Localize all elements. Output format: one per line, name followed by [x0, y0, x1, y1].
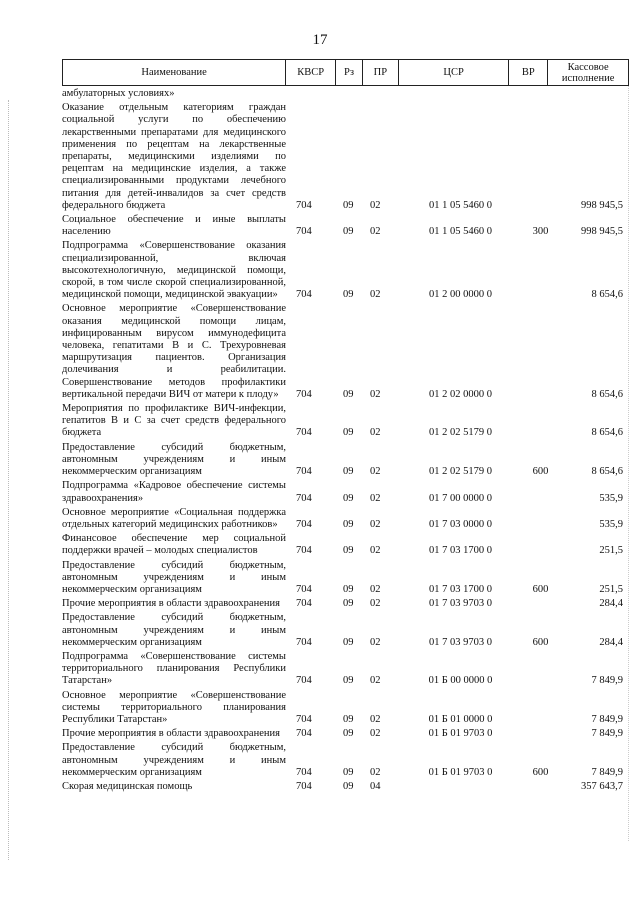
row-name: амбулаторных условиях» — [62, 88, 175, 99]
row-name: Предоставление субсидий бюджетным, автономным учреждениям и иным некоммерческим организациям — [62, 559, 286, 595]
row-amount: 535,9 — [599, 492, 623, 504]
table-row — [62, 214, 629, 238]
row-rz: 09 — [343, 598, 354, 610]
table-row — [62, 102, 629, 212]
row-rz: 09 — [343, 492, 354, 504]
row-kvsr: 704 — [296, 518, 312, 530]
table-body — [62, 88, 629, 795]
header-pr: ПР — [363, 60, 399, 85]
row-name: Финансовое обеспечение мер социальной поддержки врачей – молодых специалистов — [62, 533, 286, 557]
row-pr: 02 — [370, 518, 381, 530]
row-csr: 01 2 02 5179 0 — [429, 427, 492, 439]
row-name: Подпрограмма «Кадровое обеспечение системы здравоохранения» — [62, 480, 286, 504]
row-name: Подпрограмма «Совершенствование системы территориального планирования Республики Татарстан» — [62, 650, 286, 687]
table-row — [62, 690, 629, 727]
row-amount: 284,4 — [599, 598, 623, 610]
row-csr: 01 Б 01 0000 0 — [428, 713, 493, 725]
row-amount: 357 643,7 — [581, 780, 623, 792]
row-kvsr: 704 — [296, 492, 312, 504]
row-pr: 02 — [370, 466, 381, 478]
row-pr: 02 — [370, 766, 381, 778]
row-vr: 600 — [532, 466, 549, 478]
table-row — [62, 507, 629, 531]
row-pr: 02 — [370, 583, 381, 595]
table-row — [62, 88, 629, 100]
row-kvsr: 704 — [296, 466, 312, 478]
row-name: Оказание отдельным категориям граждан социальной услуги по обеспечению лекарственными препаратами для медицинского применения по рецептам на лекарственные препараты, медицинскими изделиями по рецептам на медицинские изделия, а также специализированными продуктами лечебного питания для детей-инвалидов за счет средств федерального бюджета — [62, 102, 286, 211]
row-csr: 01 Б 01 9703 0 — [428, 766, 493, 778]
table-row — [62, 598, 629, 610]
row-name: Прочие мероприятия в области здравоохранения — [62, 728, 280, 740]
row-kvsr: 704 — [296, 583, 312, 595]
row-csr: 01 1 05 5460 0 — [429, 226, 492, 238]
row-kvsr: 704 — [296, 780, 312, 792]
header-name: Наименование — [63, 60, 286, 85]
row-pr: 02 — [370, 289, 381, 301]
row-rz: 09 — [343, 289, 354, 301]
row-csr: 01 Б 00 0000 0 — [428, 675, 493, 687]
table-row — [62, 742, 629, 779]
row-rz: 09 — [343, 766, 354, 778]
row-amount: 8 654,6 — [591, 289, 623, 301]
row-name: Мероприятия по профилактике ВИЧ-инфекции, гепатитов В и С за счет средств федерального бюджета — [62, 403, 286, 439]
row-kvsr: 704 — [296, 388, 312, 400]
table-row — [62, 303, 629, 401]
row-csr: 01 2 00 0000 0 — [429, 289, 492, 301]
row-kvsr: 704 — [296, 427, 312, 439]
row-rz: 09 — [343, 388, 354, 400]
row-amount: 998 945,5 — [581, 226, 623, 238]
row-pr: 02 — [370, 492, 381, 504]
row-rz: 09 — [343, 713, 354, 725]
row-csr: 01 7 03 0000 0 — [429, 518, 492, 530]
row-rz: 09 — [343, 636, 354, 648]
row-name: Скорая медицинская помощь — [62, 780, 193, 792]
table-row — [62, 533, 629, 557]
row-csr: 01 7 03 9703 0 — [429, 598, 492, 610]
row-rz: 09 — [343, 728, 354, 740]
row-kvsr: 704 — [296, 766, 312, 778]
table-row — [62, 781, 629, 793]
row-kvsr: 704 — [296, 713, 312, 725]
row-rz: 09 — [343, 545, 354, 557]
row-kvsr: 704 — [296, 199, 312, 211]
row-rz: 09 — [343, 780, 354, 792]
row-amount: 7 849,9 — [591, 713, 623, 725]
row-pr: 02 — [370, 713, 381, 725]
row-rz: 09 — [343, 518, 354, 530]
row-name: Социальное обеспечение и иные выплаты населению — [62, 214, 286, 238]
header-exec: Кассовое исполнение — [561, 61, 615, 84]
row-pr: 02 — [370, 728, 381, 740]
table-row — [62, 403, 629, 440]
page-number: 17 — [312, 32, 328, 48]
row-name: Основное мероприятие «Совершенствование оказания медицинской помощи лицам, инфицированным вирусом иммунодефицита человека, гепатитами В и С. Трехуровневая маршрутизация пациентов. Организация долечивания и реабилитации. Совершенствование методов профилактики вертикальной передачи ВИЧ от матери к плоду» — [62, 303, 286, 400]
row-pr: 02 — [370, 388, 381, 400]
header-csr: ЦСР — [399, 60, 510, 85]
row-pr: 02 — [370, 199, 381, 211]
row-csr: 01 7 03 1700 0 — [429, 545, 492, 557]
table-row — [62, 442, 629, 479]
row-kvsr: 704 — [296, 598, 312, 610]
row-rz: 09 — [343, 427, 354, 439]
row-amount: 251,5 — [599, 583, 623, 595]
row-amount: 251,5 — [599, 545, 623, 557]
row-amount: 7 849,9 — [591, 728, 623, 740]
table-header — [62, 59, 629, 86]
row-kvsr: 704 — [296, 289, 312, 301]
row-pr: 04 — [370, 780, 381, 792]
table-row — [62, 651, 629, 688]
row-rz: 09 — [343, 466, 354, 478]
row-amount: 7 849,9 — [591, 675, 623, 687]
row-amount: 8 654,6 — [591, 466, 623, 478]
table-row — [62, 612, 629, 649]
table-row — [62, 240, 629, 301]
row-rz: 09 — [343, 226, 354, 238]
row-csr: 01 Б 01 9703 0 — [428, 728, 493, 740]
row-rz: 09 — [343, 675, 354, 687]
header-rz: Рз — [336, 60, 363, 85]
row-csr: 01 1 05 5460 0 — [429, 199, 492, 211]
header-kvsr: КВСР — [286, 60, 336, 85]
row-amount: 8 654,6 — [591, 388, 623, 400]
row-kvsr: 704 — [296, 728, 312, 740]
row-csr: 01 2 02 5179 0 — [429, 466, 492, 478]
row-kvsr: 704 — [296, 675, 312, 687]
row-csr: 01 7 03 1700 0 — [429, 583, 492, 595]
row-amount: 284,4 — [599, 636, 623, 648]
row-csr: 01 7 03 9703 0 — [429, 636, 492, 648]
row-vr: 600 — [532, 583, 549, 595]
row-name: Предоставление субсидий бюджетным, автономным учреждениям и иным некоммерческим организациям — [62, 612, 286, 648]
row-amount: 7 849,9 — [591, 766, 623, 778]
scan-edge-left — [8, 100, 10, 860]
row-vr: 600 — [532, 636, 549, 648]
row-vr: 300 — [532, 226, 549, 238]
row-pr: 02 — [370, 598, 381, 610]
row-rz: 09 — [343, 583, 354, 595]
row-csr: 01 7 00 0000 0 — [429, 492, 492, 504]
row-amount: 535,9 — [599, 518, 623, 530]
row-kvsr: 704 — [296, 545, 312, 557]
table-row — [62, 480, 629, 504]
row-pr: 02 — [370, 636, 381, 648]
row-name: Основное мероприятие «Социальная поддержка отдельных категорий медицинских работников» — [62, 506, 286, 530]
table-row — [62, 728, 629, 740]
row-csr: 01 2 02 0000 0 — [429, 388, 492, 400]
row-amount: 8 654,6 — [591, 427, 623, 439]
row-pr: 02 — [370, 545, 381, 557]
row-name: Предоставление субсидий бюджетным, автономным учреждениям и иным некоммерческим организациям — [62, 742, 286, 778]
row-rz: 09 — [343, 199, 354, 211]
table-row — [62, 560, 629, 597]
row-kvsr: 704 — [296, 636, 312, 648]
row-name: Основное мероприятие «Совершенствование системы территориального планирования Республики Татарстан» — [62, 689, 286, 725]
row-name: Прочие мероприятия в области здравоохранения — [62, 598, 280, 610]
row-name: Подпрограмма «Совершенствование оказания специализированной, включая высокотехнологичную, медицинской помощи, скорой, в том числе скорой специализированной, медицинской помощи, медицинской эвакуации» — [62, 240, 286, 301]
row-kvsr: 704 — [296, 226, 312, 238]
row-name: Предоставление субсидий бюджетным, автономным учреждениям и иным некоммерческим организациям — [62, 441, 286, 478]
row-pr: 02 — [370, 675, 381, 687]
header-vr: ВР — [509, 60, 548, 85]
row-amount: 998 945,5 — [581, 199, 623, 211]
row-vr: 600 — [532, 766, 549, 778]
row-pr: 02 — [370, 427, 381, 439]
row-pr: 02 — [370, 226, 381, 238]
